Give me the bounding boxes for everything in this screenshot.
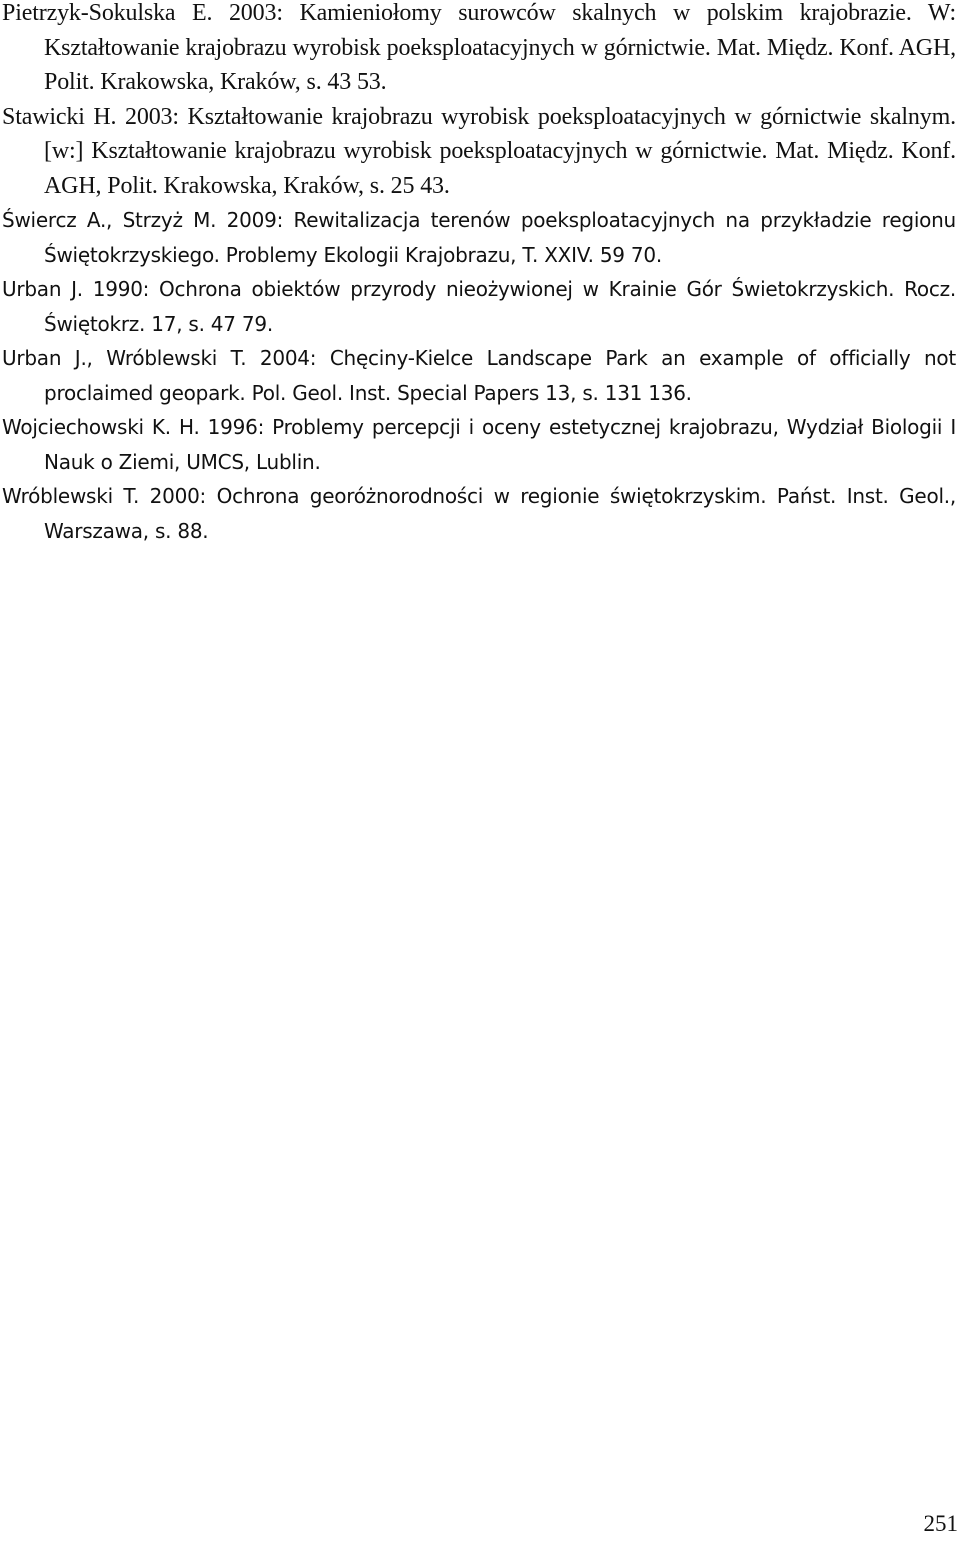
reference-item: Świercz A., Strzyż M. 2009: Rewitalizacja terenów poeksploatacyjnych na przykładzie regionu Świętokrzyskiego. Problemy Ekologii Krajobrazu, T. XXIV. 59 70. bbox=[2, 208, 956, 267]
reference-list bbox=[2, 0, 956, 548]
reference-item: Pietrzyk-Sokulska E. 2003: Kamieniołomy surowców skalnych w polskim krajobrazie. W: Kształtowanie krajobrazu wyrobisk poeksploatacyjnych w górnictwie. Mat. Międz. Konf. AGH, Polit. Krakowska, Kraków, s. 43 53. bbox=[2, 0, 956, 95]
page-number: 251 bbox=[923, 1511, 958, 1536]
reference-item: Wojciechowski K. H. 1996: Problemy percepcji i oceny estetycznej krajobrazu, Wydział Biologii I Nauk o Ziemi, UMCS, Lublin. bbox=[2, 415, 956, 474]
reference-item: Wróblewski T. 2000: Ochrona georóżnorodności w regionie świętokrzyskim. Państ. Inst. Geol., Warszawa, s. 88. bbox=[2, 484, 956, 543]
reference-item: Stawicki H. 2003: Kształtowanie krajobrazu wyrobisk poeksploatacyjnych w górnictwie skalnym. [w:] Kształtowanie krajobrazu wyrobisk poeksploatacyjnych w górnictwie. Mat. Międz. Konf. AGH, Polit. Krakowska, Kraków, s. 25 43. bbox=[2, 103, 956, 199]
reference-item: Urban J., Wróblewski T. 2004: Chęciny-Kielce Landscape Park an example of officially not proclaimed geopark. Pol. Geol. Inst. Special Papers 13, s. 131 136. bbox=[2, 346, 956, 405]
reference-item: Urban J. 1990: Ochrona obiektów przyrody nieożywionej w Krainie Gór Świetokrzyskich. Rocz. Świętokrz. 17, s. 47 79. bbox=[2, 277, 956, 336]
